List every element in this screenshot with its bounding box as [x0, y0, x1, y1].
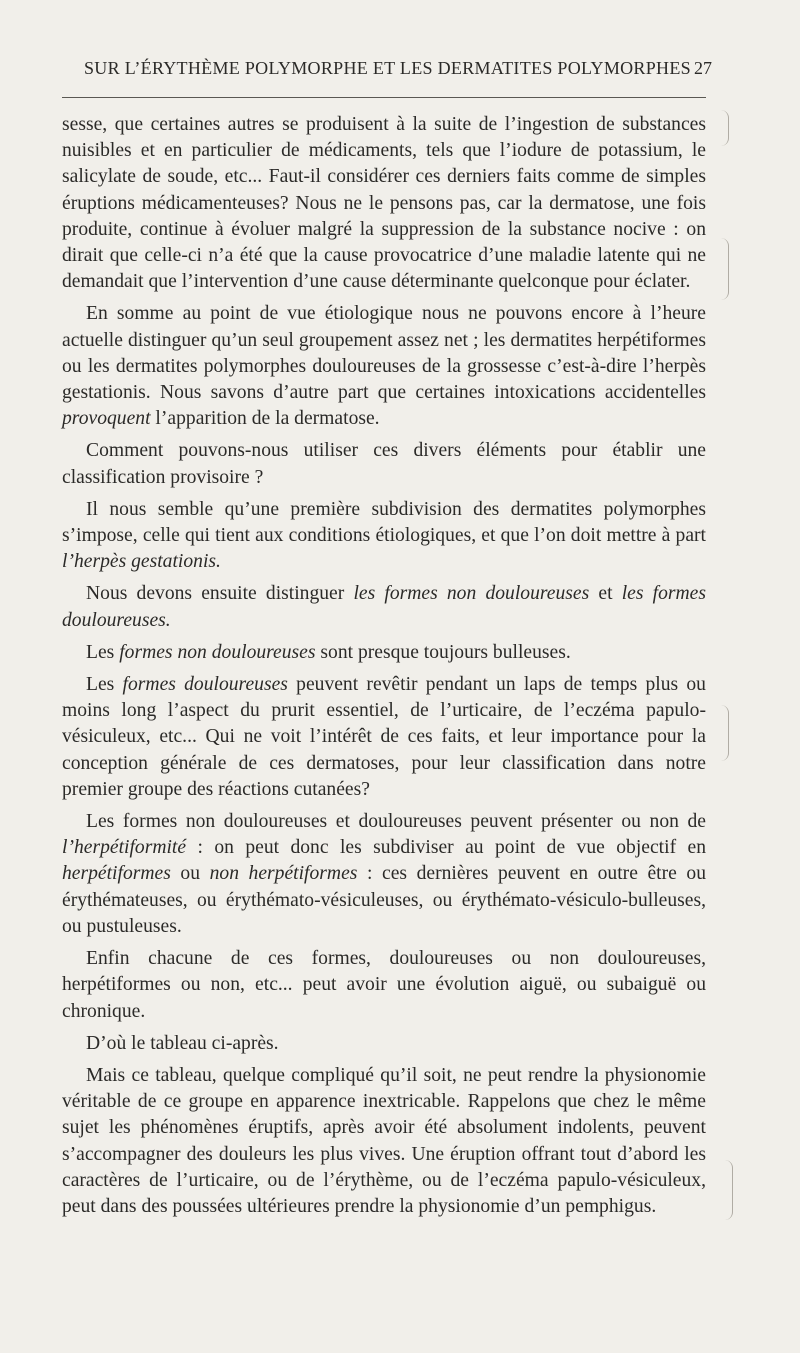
page-number: 27 — [694, 58, 712, 78]
italic-text: formes douloureuses — [122, 674, 288, 696]
italic-text: provoquent — [62, 408, 151, 430]
paragraph — [62, 640, 706, 666]
text-run: D’où le tableau ci-après. — [86, 1032, 279, 1054]
text-run: Comment pouvons-nous utiliser ces divers éléments pour établir une classification provisoire ? — [62, 440, 706, 488]
text-run: Les — [86, 641, 120, 663]
paragraph — [62, 1031, 706, 1057]
text-run: Nous devons ensuite distinguer — [86, 583, 354, 605]
paragraph — [62, 672, 706, 803]
paragraph — [62, 497, 706, 576]
text-run: sesse, que certaines autres se produisent à la suite de l’ingestion de substances nuisibles et en particulier de médicaments, tels que l’iodure de potassium, le salicylate de soude, etc... Faut-il considérer ces derniers faits comme de simples éruptions médicamenteuses? Nous ne le pensons pas, car la dermatose, une fois produite, continue à évoluer malgré la suppression de la substance nocive : on dirait que celle-ci n’a été que la cause provocatrice d’une maladie latente qui ne demandait que l’intervention d’une cause déterminante quelconque pour éclater. — [62, 114, 706, 293]
italic-text: herpétiformes — [62, 863, 171, 885]
running-head — [84, 58, 712, 86]
paragraph — [62, 946, 706, 1025]
text-run: : ces dernières peuvent en outre être ou érythémateuses, ou érythémato-vésiculeuses, ou érythémato-vésiculo-bulleuses, ou pustuleuses. — [62, 863, 707, 937]
paragraph — [62, 809, 706, 940]
header-rule — [62, 97, 706, 98]
text-run: sont presque toujours bulleuses. — [315, 641, 571, 663]
text-run: Mais ce tableau, quelque compliqué qu’il soit, ne peut rendre la physionomie véritable de ce groupe en apparence inextricable. Rappelons que chez le même sujet les phénomènes éruptifs, après avoir été absolument indolents, peuvent s’accompagner des douleurs les plus vives. Une éruption offrant tout d’abord les caractères de l’urticaire, ou de l’érythème, ou de l’eczéma papulo-vésiculeux, peut dans des poussées ultérieures prendre la physionomie d’un pemphigus. — [62, 1064, 706, 1217]
italic-text: non herpétiformes — [209, 863, 358, 885]
text-run: : on peut donc les subdiviser au point de vue objectif en — [186, 837, 706, 859]
text-run: Les — [86, 674, 123, 696]
italic-text: l’herpès gestationis. — [62, 551, 221, 573]
text-run: peuvent revêtir pendant un laps de temps plus ou moins long l’aspect du prurit essentiel, de l’urticaire, de l’eczéma papulo-vésiculeux, etc... Qui ne voit l’intérêt de ces faits, et leur importance pour la conception générale de ces dermatoses, pour leur classification dans notre premier groupe des réactions cutanées? — [62, 674, 706, 800]
italic-text: l’herpétiformité — [62, 837, 187, 859]
margin-mark — [716, 238, 729, 300]
running-title: SUR L’ÉRYTHÈME POLYMORPHE ET LES DERMATITES POLYMORPHES — [84, 58, 691, 78]
italic-text: les formes non douloureuses — [353, 583, 590, 605]
margin-mark — [716, 705, 729, 761]
text-run: et — [589, 583, 622, 605]
text-run: l’apparition de la dermatose. — [150, 408, 380, 430]
body-text — [62, 112, 706, 1220]
italic-text: les formes douloureuses. — [62, 583, 706, 631]
paragraph — [62, 438, 706, 490]
text-run: ou — [170, 863, 210, 885]
text-run: Il nous semble qu’une première subdivision des dermatites polymorphes s’impose, celle qui tient aux conditions étiologiques, et que l’on doit mettre à part — [62, 498, 706, 547]
paragraph — [62, 581, 706, 633]
paragraph — [62, 112, 706, 295]
italic-text: formes non douloureuses — [119, 641, 316, 663]
text-run: Enfin chacune de ces formes, douloureuses ou non douloureuses, herpétiformes ou non, etc... peut avoir une évolution aiguë, ou subaiguë ou chronique. — [62, 948, 706, 1022]
paragraph — [62, 1063, 706, 1220]
text-run: En somme au point de vue étiologique nous ne pouvons encore à l’heure actuelle distinguer qu’un seul groupement assez net ; les dermatites herpétiformes ou les dermatites polymorphes douloureuses de la grossesse c’est-à-dire l’herpès gestationis. Nous savons d’autre part que certaines intoxications accidentelles — [62, 303, 706, 404]
paragraph — [62, 301, 706, 432]
margin-mark — [720, 1160, 733, 1220]
margin-mark — [716, 110, 729, 146]
text-run: Les formes non douloureuses et douloureuses peuvent présenter ou non de — [86, 811, 706, 833]
